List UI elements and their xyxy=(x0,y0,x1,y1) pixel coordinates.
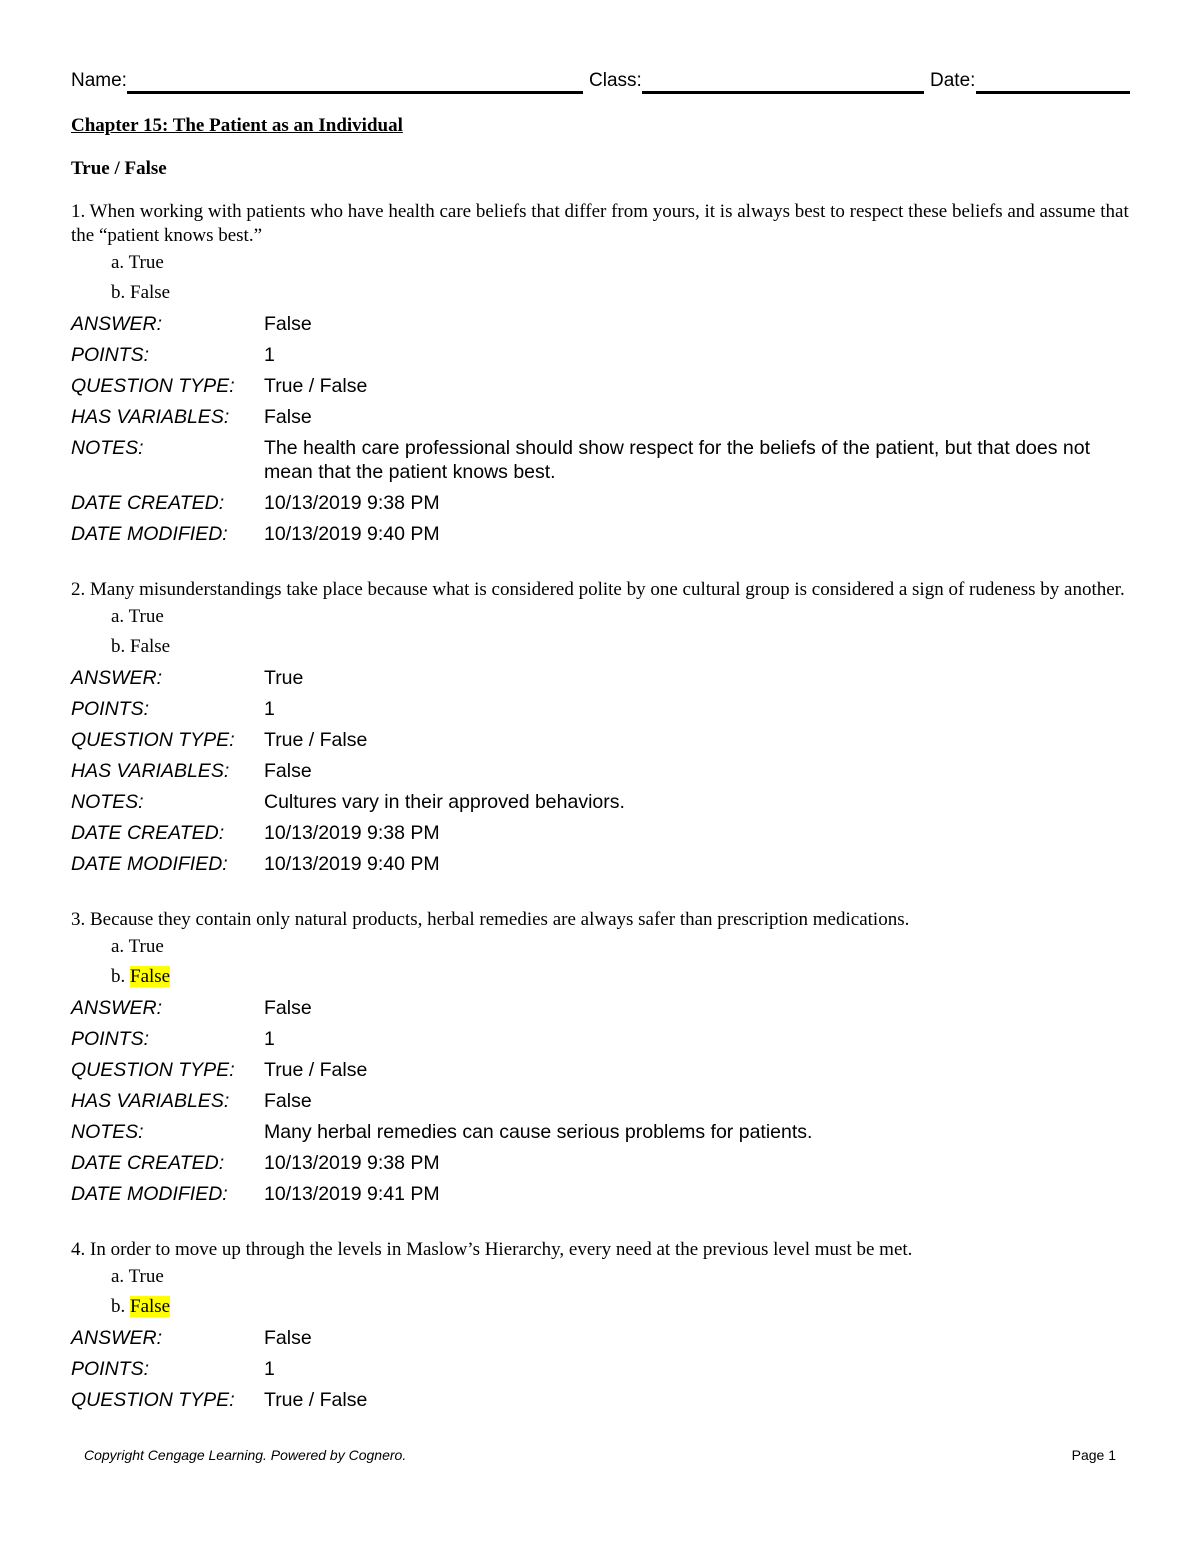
date-created-value: 10/13/2019 9:38 PM xyxy=(264,1152,440,1174)
question-4 xyxy=(71,1238,1131,1415)
option-b-text-highlighted: False xyxy=(130,1296,171,1317)
has-variables-row xyxy=(71,1085,1131,1116)
date-modified-label: DATE MODIFIED: xyxy=(71,523,228,545)
option-a-text: True xyxy=(128,1266,164,1287)
option-b-text: False xyxy=(130,282,171,303)
date-modified-row xyxy=(71,848,1131,879)
question-type-value: True / False xyxy=(264,1389,368,1411)
question-text: 4. In order to move up through the levels in Maslow’s Hierarchy, every need at the previous level must be met. xyxy=(71,1239,913,1260)
date-modified-row xyxy=(71,518,1131,549)
question-2 xyxy=(71,578,1131,879)
option-a-text: True xyxy=(128,252,164,273)
date-created-label: DATE CREATED: xyxy=(71,1152,225,1174)
notes-value: Many herbal remedies can cause serious problems for patients. xyxy=(264,1121,813,1143)
class-blank-line xyxy=(642,91,924,94)
option-b: b. False xyxy=(111,966,171,987)
question-text: 2. Many misunderstandings take place because what is considered polite by one cultural group is considered a sign of rudeness by another. xyxy=(71,579,1125,600)
copyright-text: Copyright Cengage Learning. Powered by Cognero. xyxy=(84,1447,407,1463)
date-created-row xyxy=(71,487,1131,518)
has-variables-value: False xyxy=(264,1090,312,1112)
option-b-text: False xyxy=(130,636,171,657)
notes-label: NOTES: xyxy=(71,437,144,459)
option-a: a. True xyxy=(111,252,164,273)
question-type-row xyxy=(71,1054,1131,1085)
question-1 xyxy=(71,200,1131,549)
question-type-label: QUESTION TYPE: xyxy=(71,1059,235,1081)
option-b: b. False xyxy=(111,1296,171,1317)
date-modified-label: DATE MODIFIED: xyxy=(71,853,228,875)
name-label: Name: xyxy=(71,70,127,91)
points-value: 1 xyxy=(264,1028,275,1050)
option-b-text-highlighted: False xyxy=(130,966,171,987)
answer-value: False xyxy=(264,997,312,1019)
points-value: 1 xyxy=(264,698,275,720)
points-label: POINTS: xyxy=(71,1358,150,1380)
points-row xyxy=(71,339,1131,370)
notes-label: NOTES: xyxy=(71,1121,144,1143)
option-a-text: True xyxy=(128,606,164,627)
option-a: a. True xyxy=(111,606,164,627)
points-row xyxy=(71,1353,1131,1384)
question-type-value: True / False xyxy=(264,729,368,751)
question-text: 3. Because they contain only natural products, herbal remedies are always safer than prescription medications. xyxy=(71,909,910,930)
option-b: b. False xyxy=(111,636,171,657)
has-variables-label: HAS VARIABLES: xyxy=(71,1090,230,1112)
date-modified-row xyxy=(71,1178,1131,1209)
has-variables-row xyxy=(71,401,1131,432)
points-row xyxy=(71,693,1131,724)
section-title: True / False xyxy=(71,158,167,179)
date-created-row xyxy=(71,1147,1131,1178)
answer-row xyxy=(71,1322,1131,1353)
notes-row xyxy=(71,432,1131,487)
option-a: a. True xyxy=(111,1266,164,1287)
notes-value: The health care professional should show respect for the beliefs of the patient, but that does not mean that the patient knows best. xyxy=(264,437,1091,483)
has-variables-value: False xyxy=(264,406,312,428)
page-number: Page 1 xyxy=(1071,1447,1116,1463)
question-type-label: QUESTION TYPE: xyxy=(71,1389,235,1411)
question-type-label: QUESTION TYPE: xyxy=(71,729,235,751)
chapter-title: Chapter 15: The Patient as an Individual xyxy=(71,115,403,136)
class-label: Class: xyxy=(589,70,642,91)
option-b: b. False xyxy=(111,282,171,303)
option-a: a. True xyxy=(111,936,164,957)
answer-label: ANSWER: xyxy=(71,997,163,1019)
date-modified-value: 10/13/2019 9:40 PM xyxy=(264,853,440,875)
document-body xyxy=(71,114,1131,1415)
date-created-value: 10/13/2019 9:38 PM xyxy=(264,822,440,844)
points-row xyxy=(71,1023,1131,1054)
date-created-value: 10/13/2019 9:38 PM xyxy=(264,492,440,514)
answer-row xyxy=(71,992,1131,1023)
question-type-label: QUESTION TYPE: xyxy=(71,375,235,397)
date-modified-value: 10/13/2019 9:40 PM xyxy=(264,523,440,545)
question-type-row xyxy=(71,1384,1131,1415)
date-modified-value: 10/13/2019 9:41 PM xyxy=(264,1183,440,1205)
option-a-text: True xyxy=(128,936,164,957)
answer-row xyxy=(71,308,1131,339)
question-type-value: True / False xyxy=(264,375,368,397)
answer-label: ANSWER: xyxy=(71,1327,163,1349)
answer-label: ANSWER: xyxy=(71,667,163,689)
notes-row xyxy=(71,786,1131,817)
date-created-label: DATE CREATED: xyxy=(71,492,225,514)
student-info-header xyxy=(71,70,1130,96)
date-modified-label: DATE MODIFIED: xyxy=(71,1183,228,1205)
question-type-value: True / False xyxy=(264,1059,368,1081)
answer-label: ANSWER: xyxy=(71,313,163,335)
date-blank-line xyxy=(976,91,1130,94)
question-type-row xyxy=(71,724,1131,755)
notes-value: Cultures vary in their approved behaviors. xyxy=(264,791,625,813)
points-label: POINTS: xyxy=(71,344,150,366)
answer-row xyxy=(71,662,1131,693)
answer-value: False xyxy=(264,313,312,335)
has-variables-label: HAS VARIABLES: xyxy=(71,760,230,782)
answer-value: False xyxy=(264,1327,312,1349)
points-value: 1 xyxy=(264,1358,275,1380)
question-type-row xyxy=(71,370,1131,401)
points-value: 1 xyxy=(264,344,275,366)
notes-label: NOTES: xyxy=(71,791,144,813)
date-created-label: DATE CREATED: xyxy=(71,822,225,844)
date-created-row xyxy=(71,817,1131,848)
points-label: POINTS: xyxy=(71,1028,150,1050)
date-label: Date: xyxy=(930,70,976,91)
has-variables-value: False xyxy=(264,760,312,782)
has-variables-label: HAS VARIABLES: xyxy=(71,406,230,428)
has-variables-row xyxy=(71,755,1131,786)
name-blank-line xyxy=(127,91,583,94)
answer-value: True xyxy=(264,667,304,689)
question-text: 1. When working with patients who have health care beliefs that differ from yours, it is always best to respect these beliefs and assume that the “patient knows best.” xyxy=(71,201,1129,246)
notes-row xyxy=(71,1116,1131,1147)
points-label: POINTS: xyxy=(71,698,150,720)
question-3 xyxy=(71,908,1131,1209)
